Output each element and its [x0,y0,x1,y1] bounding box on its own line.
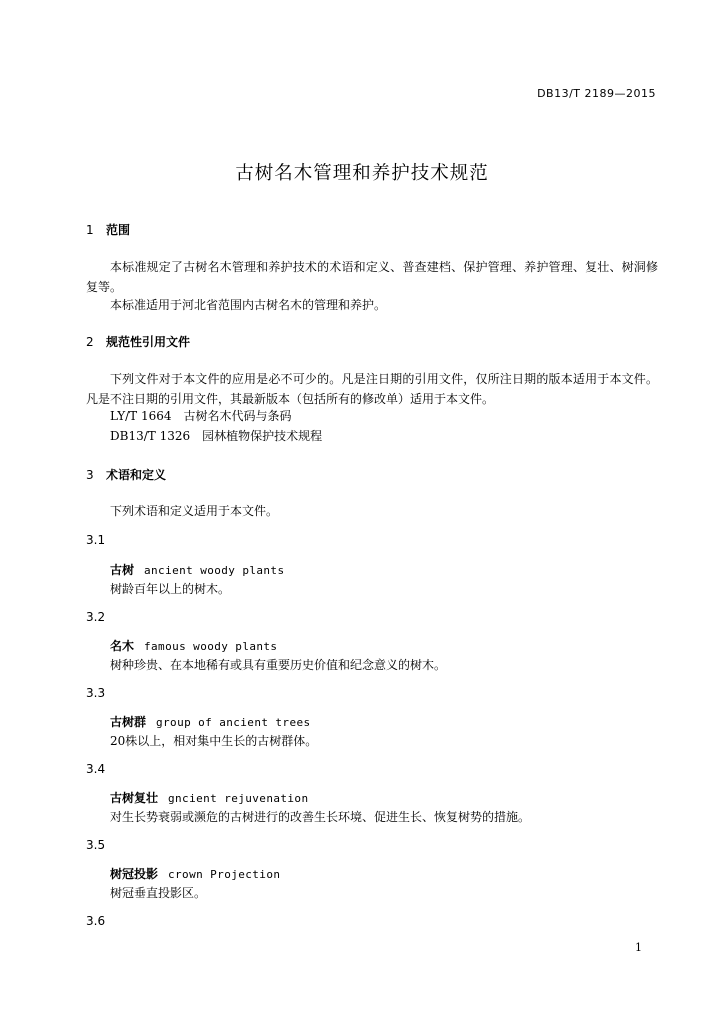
section-heading-normative-references [86,333,190,350]
term-number: 3.1 [86,533,106,547]
term-english: crown Projection [168,868,281,881]
term-english: group of ancient trees [156,716,311,729]
scope-paragraph-2: 本标准适用于河北省范围内古树名木的管理和养护。 [110,298,387,312]
reference-item: LY/T 1664 古树名木代码与条码 [110,409,292,423]
references-paragraph: 下列文件对于本文件的应用是必不可少的。凡是注日期的引用文件，仅所注日期的版本适用于本文件。凡是不注日期的引用文件，其最新版本（包括所有的修改单）适用于本文件。 [86,372,658,406]
term-heading [110,713,311,730]
term-definition: 树龄百年以上的树木。 [110,582,231,596]
term-heading [110,789,308,806]
term-english: gncient rejuvenation [168,792,309,805]
term-english: ancient woody plants [144,564,285,577]
document-code: DB13/T 2189—2015 [537,87,656,100]
section-title: 规范性引用文件 [106,335,191,349]
section-heading-scope [86,221,130,238]
term-definition: 树种珍贵、在本地稀有或具有重要历史价值和纪念意义的树木。 [110,658,447,672]
term-chinese: 古树群 [110,715,147,729]
term-number: 3.2 [86,610,106,624]
page-number: 1 [635,941,642,954]
term-heading [110,561,284,578]
reference-item: DB13/T 1326 园林植物保护技术规程 [110,429,323,443]
term-number: 3.4 [86,762,106,776]
term-definition: 对生长势衰弱或濒危的古树进行的改善生长环境、促进生长、恢复树势的措施。 [110,810,531,824]
document-title: 古树名木管理和养护技术规范 [235,163,489,184]
term-english: famous woody plants [144,640,278,653]
term-heading [110,637,277,654]
section-number: 2 [86,335,94,349]
scope-paragraph-1: 本标准规定了古树名木管理和养护技术的术语和定义、普查建档、保护管理、养护管理、复壮、树洞修复等。 [86,260,658,294]
terms-intro-paragraph: 下列术语和定义适用于本文件。 [110,504,279,518]
section-number: 1 [86,223,94,237]
term-chinese: 树冠投影 [110,867,159,881]
term-number: 3.6 [86,914,106,928]
section-heading-terms [86,466,166,483]
section-title: 术语和定义 [106,468,167,482]
section-number: 3 [86,468,94,482]
term-chinese: 名木 [110,639,135,653]
term-chinese: 古树 [110,563,135,577]
term-number: 3.5 [86,838,106,852]
term-number: 3.3 [86,686,106,700]
term-chinese: 古树复壮 [110,791,159,805]
term-definition: 树冠垂直投影区。 [110,886,207,900]
section-title: 范围 [106,223,131,237]
term-definition: 20株以上，相对集中生长的古树群体。 [110,734,318,748]
term-heading [110,865,280,882]
